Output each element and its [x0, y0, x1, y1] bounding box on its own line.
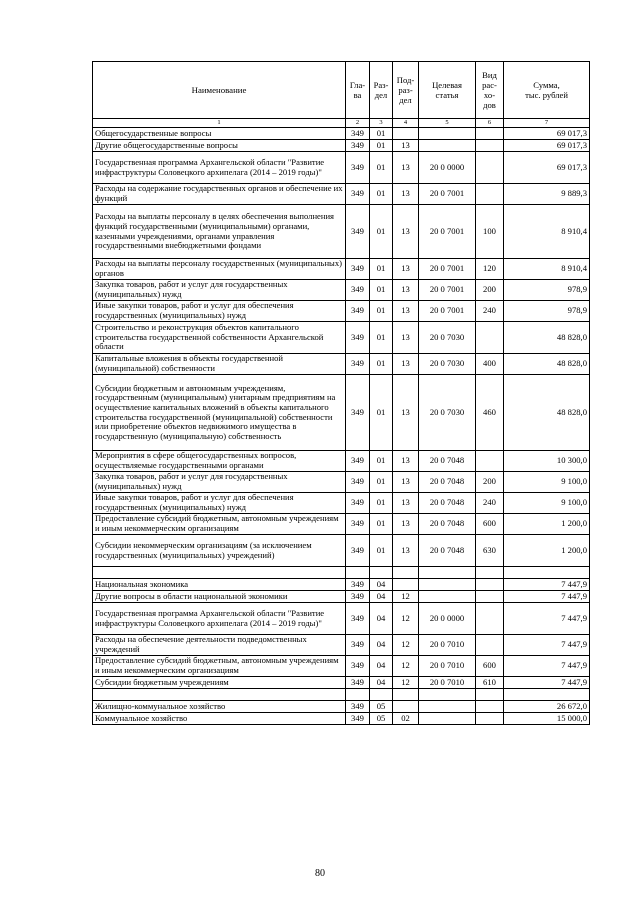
cell-name: Субсидии бюджетным учреждениям: [93, 677, 346, 689]
cell-sum: 7 447,9: [504, 579, 590, 591]
table-row: [93, 184, 590, 205]
cell-target-article: 20 0 7048: [419, 514, 476, 535]
cell-sum: 8 910,4: [504, 259, 590, 280]
cell-sum: 1 200,0: [504, 514, 590, 535]
cell-expense-type: [476, 579, 504, 591]
cell-expense-type: [476, 635, 504, 656]
table-row: [93, 152, 590, 184]
header-glava-text: Гла- ва: [349, 79, 366, 100]
cell-podrazdel: 13: [393, 535, 419, 567]
cell-sum: 978,9: [504, 280, 590, 301]
cell-podrazdel: 13: [393, 301, 419, 322]
cell-podrazdel: [393, 701, 419, 713]
cell-name: Общегосударственные вопросы: [93, 128, 346, 140]
cell-name: Государственная программа Архангельской области "Развитие инфраструктуры Соловецкого архипелага (2014 – 2019 годы)": [93, 603, 346, 635]
cell-target-article: [419, 567, 476, 579]
table-row: [93, 451, 590, 472]
cell-podrazdel: 13: [393, 184, 419, 205]
cell-expense-type: 630: [476, 535, 504, 567]
cell-razdel: 01: [370, 140, 393, 152]
cell-glava: 349: [346, 375, 370, 451]
cell-expense-type: [476, 567, 504, 579]
cell-name: Строительство и реконструкция объектов капитального строительства государственной собственности Архангельской области: [93, 322, 346, 354]
cell-expense-type: 400: [476, 354, 504, 375]
cell-sum: 8 910,4: [504, 205, 590, 259]
cell-sum: 48 828,0: [504, 375, 590, 451]
table-row: [93, 354, 590, 375]
cell-name: Мероприятия в сфере общегосударственных вопросов, осуществляемые государственными органами: [93, 451, 346, 472]
cell-name: Государственная программа Архангельской области "Развитие инфраструктуры Соловецкого архипелага (2014 – 2019 годы)": [93, 152, 346, 184]
cell-target-article: 20 0 7048: [419, 472, 476, 493]
cell-glava: 349: [346, 603, 370, 635]
header-expense-type: [476, 62, 504, 119]
cell-name: Закупка товаров, работ и услуг для государственных (муниципальных) нужд: [93, 280, 346, 301]
column-number: 6: [476, 119, 504, 128]
cell-glava: 349: [346, 677, 370, 689]
cell-razdel: 01: [370, 472, 393, 493]
table-row: [93, 140, 590, 152]
table-row: [93, 472, 590, 493]
column-number-row: [93, 119, 590, 128]
table-row: [93, 514, 590, 535]
cell-target-article: 20 0 7001: [419, 301, 476, 322]
table-row: [93, 535, 590, 567]
table-header-row: [93, 62, 590, 119]
cell-name: Коммунальное хозяйство: [93, 713, 346, 725]
cell-razdel: 01: [370, 184, 393, 205]
header-expense-type-text: Вид рас- хо- дов: [482, 69, 497, 111]
cell-razdel: 01: [370, 354, 393, 375]
cell-name: Расходы на обеспечение деятельности подведомственных учреждений: [93, 635, 346, 656]
column-number: 5: [419, 119, 476, 128]
cell-sum: 69 017,3: [504, 152, 590, 184]
cell-target-article: [419, 689, 476, 701]
cell-podrazdel: 12: [393, 635, 419, 656]
cell-target-article: 20 0 7010: [419, 656, 476, 677]
cell-podrazdel: 13: [393, 472, 419, 493]
table-row: [93, 579, 590, 591]
cell-podrazdel: 12: [393, 591, 419, 603]
cell-sum: 9 100,0: [504, 493, 590, 514]
cell-expense-type: 240: [476, 493, 504, 514]
cell-name: [93, 689, 346, 701]
header-target-article-text: Целевая статья: [432, 79, 462, 100]
budget-table: [92, 61, 590, 725]
cell-name: Субсидии некоммерческим организациям (за исключением государственных (муниципальных) учреждений): [93, 535, 346, 567]
cell-razdel: 01: [370, 301, 393, 322]
cell-sum: 1 200,0: [504, 535, 590, 567]
cell-razdel: 01: [370, 205, 393, 259]
cell-target-article: 20 0 7001: [419, 184, 476, 205]
cell-target-article: [419, 140, 476, 152]
header-name-text: Наименование: [191, 84, 247, 95]
cell-glava: 349: [346, 701, 370, 713]
cell-expense-type: [476, 689, 504, 701]
cell-glava: 349: [346, 184, 370, 205]
cell-sum: 9 100,0: [504, 472, 590, 493]
cell-expense-type: 120: [476, 259, 504, 280]
cell-podrazdel: 13: [393, 375, 419, 451]
cell-sum: 15 000,0: [504, 713, 590, 725]
cell-expense-type: 100: [476, 205, 504, 259]
cell-sum: [504, 567, 590, 579]
cell-expense-type: 460: [476, 375, 504, 451]
cell-podrazdel: 13: [393, 152, 419, 184]
column-number: 2: [346, 119, 370, 128]
cell-expense-type: [476, 713, 504, 725]
cell-name: Предоставление субсидий бюджетным, автономным учреждениям и иным некоммерческим организациям: [93, 656, 346, 677]
cell-razdel: [370, 567, 393, 579]
cell-expense-type: [476, 128, 504, 140]
cell-glava: 349: [346, 635, 370, 656]
header-name: [93, 62, 346, 119]
cell-podrazdel: 13: [393, 354, 419, 375]
cell-target-article: 20 0 7001: [419, 259, 476, 280]
cell-expense-type: 610: [476, 677, 504, 689]
cell-glava: [346, 689, 370, 701]
cell-glava: 349: [346, 656, 370, 677]
table-row: [93, 603, 590, 635]
cell-name: Национальная экономика: [93, 579, 346, 591]
cell-glava: 349: [346, 259, 370, 280]
cell-glava: 349: [346, 451, 370, 472]
cell-sum: 69 017,3: [504, 128, 590, 140]
cell-glava: 349: [346, 301, 370, 322]
cell-expense-type: [476, 603, 504, 635]
cell-name: Предоставление субсидий бюджетным, автономным учреждениям и иным некоммерческим организациям: [93, 514, 346, 535]
cell-razdel: 04: [370, 656, 393, 677]
cell-glava: 349: [346, 128, 370, 140]
table-row: [93, 301, 590, 322]
cell-name: Иные закупки товаров, работ и услуг для обеспечения государственных (муниципальных) нужд: [93, 301, 346, 322]
cell-name: Другие общегосударственные вопросы: [93, 140, 346, 152]
cell-glava: 349: [346, 535, 370, 567]
cell-razdel: 01: [370, 259, 393, 280]
cell-name: Жилищно-коммунальное хозяйство: [93, 701, 346, 713]
header-target-article: [419, 62, 476, 119]
cell-sum: 26 672,0: [504, 701, 590, 713]
cell-glava: 349: [346, 579, 370, 591]
cell-target-article: [419, 701, 476, 713]
page-number: 80: [315, 868, 325, 879]
cell-podrazdel: 13: [393, 322, 419, 354]
cell-sum: 10 300,0: [504, 451, 590, 472]
cell-razdel: 01: [370, 152, 393, 184]
cell-target-article: 20 0 0000: [419, 603, 476, 635]
column-number: 7: [504, 119, 590, 128]
table-row: [93, 656, 590, 677]
header-podrazdel-text: Под- раз- дел: [396, 74, 415, 106]
cell-podrazdel: 13: [393, 280, 419, 301]
cell-target-article: 20 0 7048: [419, 535, 476, 567]
table-row: [93, 128, 590, 140]
cell-expense-type: 600: [476, 514, 504, 535]
cell-razdel: 04: [370, 579, 393, 591]
cell-razdel: 01: [370, 280, 393, 301]
table-row: [93, 701, 590, 713]
header-sum: [504, 62, 590, 119]
cell-razdel: 04: [370, 635, 393, 656]
cell-razdel: 01: [370, 535, 393, 567]
cell-glava: 349: [346, 322, 370, 354]
cell-sum: 7 447,9: [504, 635, 590, 656]
cell-expense-type: [476, 451, 504, 472]
cell-expense-type: [476, 140, 504, 152]
cell-podrazdel: 12: [393, 603, 419, 635]
cell-sum: 48 828,0: [504, 322, 590, 354]
cell-podrazdel: [393, 567, 419, 579]
cell-name: Иные закупки товаров, работ и услуг для обеспечения государственных (муниципальных) нужд: [93, 493, 346, 514]
cell-target-article: 20 0 7030: [419, 375, 476, 451]
cell-podrazdel: 13: [393, 451, 419, 472]
table-row: [93, 322, 590, 354]
table-row: [93, 689, 590, 701]
header-glava: [346, 62, 370, 119]
cell-target-article: 20 0 7030: [419, 322, 476, 354]
cell-expense-type: 200: [476, 280, 504, 301]
cell-expense-type: 200: [476, 472, 504, 493]
cell-glava: 349: [346, 205, 370, 259]
cell-sum: 69 017,3: [504, 140, 590, 152]
cell-target-article: [419, 579, 476, 591]
table-row: [93, 280, 590, 301]
cell-glava: 349: [346, 354, 370, 375]
cell-target-article: 20 0 7001: [419, 280, 476, 301]
cell-expense-type: [476, 701, 504, 713]
cell-target-article: [419, 591, 476, 603]
cell-podrazdel: 02: [393, 713, 419, 725]
cell-sum: [504, 689, 590, 701]
table-row: [93, 591, 590, 603]
cell-razdel: 04: [370, 603, 393, 635]
cell-podrazdel: 13: [393, 514, 419, 535]
cell-target-article: [419, 713, 476, 725]
table-body: [93, 128, 590, 725]
cell-sum: 7 447,9: [504, 603, 590, 635]
cell-podrazdel: 13: [393, 205, 419, 259]
cell-glava: [346, 567, 370, 579]
cell-razdel: 01: [370, 375, 393, 451]
cell-sum: 48 828,0: [504, 354, 590, 375]
header-podrazdel: [393, 62, 419, 119]
cell-name: Капитальные вложения в объекты государственной (муниципальной) собственности: [93, 354, 346, 375]
cell-podrazdel: [393, 579, 419, 591]
cell-razdel: 01: [370, 493, 393, 514]
cell-podrazdel: 13: [393, 259, 419, 280]
cell-razdel: [370, 689, 393, 701]
cell-name: Расходы на выплаты персоналу государственных (муниципальных) органов: [93, 259, 346, 280]
cell-glava: 349: [346, 514, 370, 535]
column-number: 1: [93, 119, 346, 128]
cell-sum: 9 889,3: [504, 184, 590, 205]
cell-glava: 349: [346, 152, 370, 184]
cell-name: [93, 567, 346, 579]
table-row: [93, 677, 590, 689]
cell-name: Расходы на выплаты персоналу в целях обеспечения выполнения функций государственными (муниципальными) органами, казенными учреждениями, органами управления государственными внебюджетными фондами: [93, 205, 346, 259]
cell-razdel: 05: [370, 701, 393, 713]
cell-expense-type: [476, 184, 504, 205]
cell-expense-type: 240: [476, 301, 504, 322]
cell-podrazdel: 12: [393, 656, 419, 677]
header-razdel-text: Раз- дел: [373, 79, 389, 100]
table-row: [93, 635, 590, 656]
cell-razdel: 04: [370, 677, 393, 689]
cell-target-article: 20 0 7010: [419, 677, 476, 689]
cell-glava: 349: [346, 280, 370, 301]
column-number: 4: [393, 119, 419, 128]
cell-expense-type: 600: [476, 656, 504, 677]
cell-name: Расходы на содержание государственных органов и обеспечение их функций: [93, 184, 346, 205]
cell-podrazdel: 13: [393, 140, 419, 152]
cell-podrazdel: [393, 128, 419, 140]
cell-target-article: [419, 128, 476, 140]
column-number: 3: [370, 119, 393, 128]
cell-podrazdel: [393, 689, 419, 701]
cell-razdel: 04: [370, 591, 393, 603]
cell-target-article: 20 0 7048: [419, 451, 476, 472]
table-row: [93, 713, 590, 725]
cell-sum: 978,9: [504, 301, 590, 322]
cell-razdel: 05: [370, 713, 393, 725]
cell-target-article: 20 0 0000: [419, 152, 476, 184]
cell-expense-type: [476, 591, 504, 603]
cell-expense-type: [476, 152, 504, 184]
cell-expense-type: [476, 322, 504, 354]
table-row: [93, 375, 590, 451]
cell-target-article: 20 0 7048: [419, 493, 476, 514]
table-row: [93, 493, 590, 514]
cell-razdel: 01: [370, 451, 393, 472]
header-sum-text: Сумма, тыс. рублей: [525, 79, 568, 100]
cell-name: Закупка товаров, работ и услуг для государственных (муниципальных) нужд: [93, 472, 346, 493]
cell-sum: 7 447,9: [504, 656, 590, 677]
cell-razdel: 01: [370, 322, 393, 354]
cell-name: Другие вопросы в области национальной экономики: [93, 591, 346, 603]
cell-target-article: 20 0 7010: [419, 635, 476, 656]
cell-glava: 349: [346, 713, 370, 725]
table-row: [93, 259, 590, 280]
cell-target-article: 20 0 7001: [419, 205, 476, 259]
cell-razdel: 01: [370, 128, 393, 140]
cell-name: Субсидии бюджетным и автономным учреждениям, государственным (муниципальным) унитарным предприятиям на осуществление капитальных вложений в объекты капитального строительства государственной (муниципальной) собственности или приобретение объектов недвижимого имущества в государственную (муниципальную) собственность: [93, 375, 346, 451]
cell-razdel: 01: [370, 514, 393, 535]
cell-target-article: 20 0 7030: [419, 354, 476, 375]
cell-podrazdel: 13: [393, 493, 419, 514]
table-row: [93, 205, 590, 259]
cell-glava: 349: [346, 472, 370, 493]
cell-glava: 349: [346, 140, 370, 152]
table-row: [93, 567, 590, 579]
cell-sum: 7 447,9: [504, 677, 590, 689]
cell-glava: 349: [346, 591, 370, 603]
cell-sum: 7 447,9: [504, 591, 590, 603]
cell-podrazdel: 12: [393, 677, 419, 689]
cell-glava: 349: [346, 493, 370, 514]
header-razdel: [370, 62, 393, 119]
